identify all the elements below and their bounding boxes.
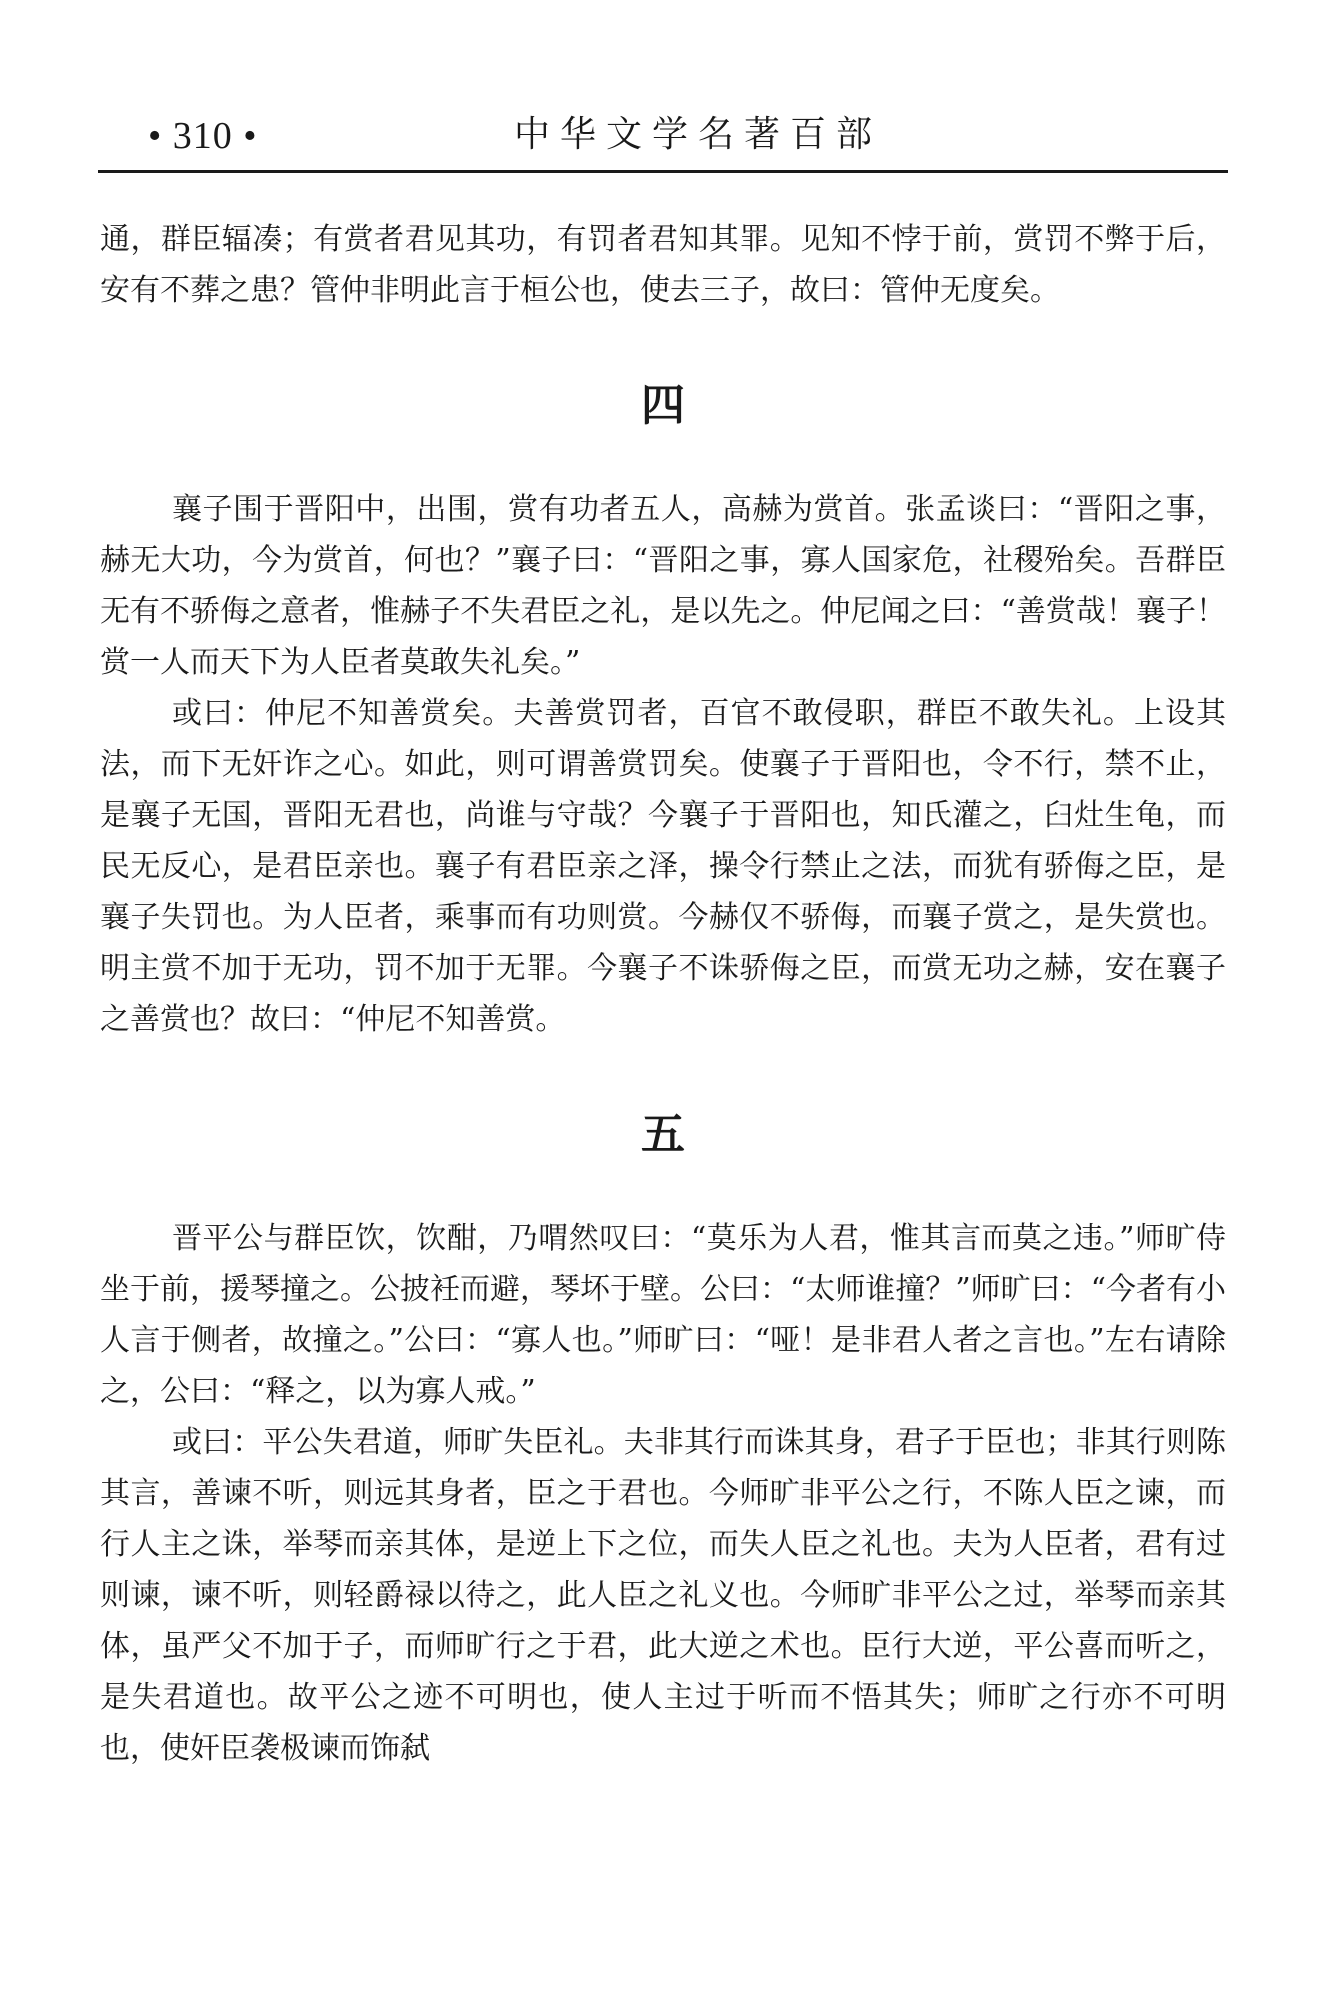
header-rule [98, 170, 1228, 173]
paragraph: 或曰：仲尼不知善赏矣。夫善赏罚者，百官不敢侵职，群臣不敢失礼。上设其法，而下无奸诈之心。如此，则可谓善赏罚矣。使襄子于晋阳也，令不行，禁不止，是襄子无国，晋阳无君也，尚谁与守哉？今襄子于晋阳也，知氏灌之，臼灶生龟，而民无反心，是君臣亲也。襄子有君臣亲之泽，操令行禁止之法，而犹有骄侮之臣，是襄子失罚也。为人臣者，乘事而有功则赏。今赫仅不骄侮，而襄子赏之，是失赏也。明主赏不加于无功，罚不加于无罪。今襄子不诛骄侮之臣，而赏无功之赫，安在襄子之善赏也？故曰：“仲尼不知善赏。 [100, 696, 1226, 1037]
paragraph: 晋平公与群臣饮，饮酣，乃喟然叹曰：“莫乐为人君，惟其言而莫之违。”师旷侍坐于前，援琴撞之。公披衽而避，琴坏于壁。公曰：“太师谁撞？”师旷曰：“今者有小人言于侧者，故撞之。”公曰：“寡人也。”师旷曰：“哑！是非君人者之言也。”左右请除之，公曰：“释之，以为寡人戒。” [100, 1221, 1227, 1409]
page-body [100, 214, 1226, 1774]
paragraph: 或曰：平公失君道，师旷失臣礼。夫非其行而诛其身，君子于臣也；非其行则陈其言，善谏不听，则远其身者，臣之于君也。今师旷非平公之行，不陈人臣之谏，而行人主之诛，举琴而亲其体，是逆上下之位，而失人臣之礼也。夫为人臣者，君有过则谏，谏不听，则轻爵禄以待之，此人臣之礼义也。今师旷非平公之过，举琴而亲其体，虽严父不加于子，而师旷行之于君，此大逆之术也。臣行大逆，平公喜而听之，是失君道也。故平公之迹不可明也，使人主过于听而不悟其失；师旷之行亦不可明也，使奸臣袭极谏而饰弑 [100, 1425, 1226, 1766]
paragraph-continued: 通，群臣辐凑；有赏者君见其功，有罚者君知其罪。见知不悖于前，赏罚不弊于后，安有不葬之患？管仲非明此言于桓公也，使去三子，故曰：管仲无度矣。 [100, 222, 1226, 308]
book-title: 中华文学名著百部 [513, 114, 882, 155]
paragraph: 襄子围于晋阳中，出围，赏有功者五人，高赫为赏首。张孟谈曰：“晋阳之事，赫无大功，今为赏首，何也？”襄子曰：“晋阳之事，寡人国家危，社稷殆矣。吾群臣无有不骄侮之意者，惟赫子不失君臣之礼，是以先之。仲尼闻之曰：“善赏哉！襄子！赏一人而天下为人臣者莫敢失礼矣。” [100, 492, 1226, 680]
page-header [98, 96, 1228, 176]
section-heading-5: 五 [641, 1109, 685, 1160]
section-heading-4: 四 [641, 380, 685, 431]
page-number: • 310 • [148, 115, 258, 157]
